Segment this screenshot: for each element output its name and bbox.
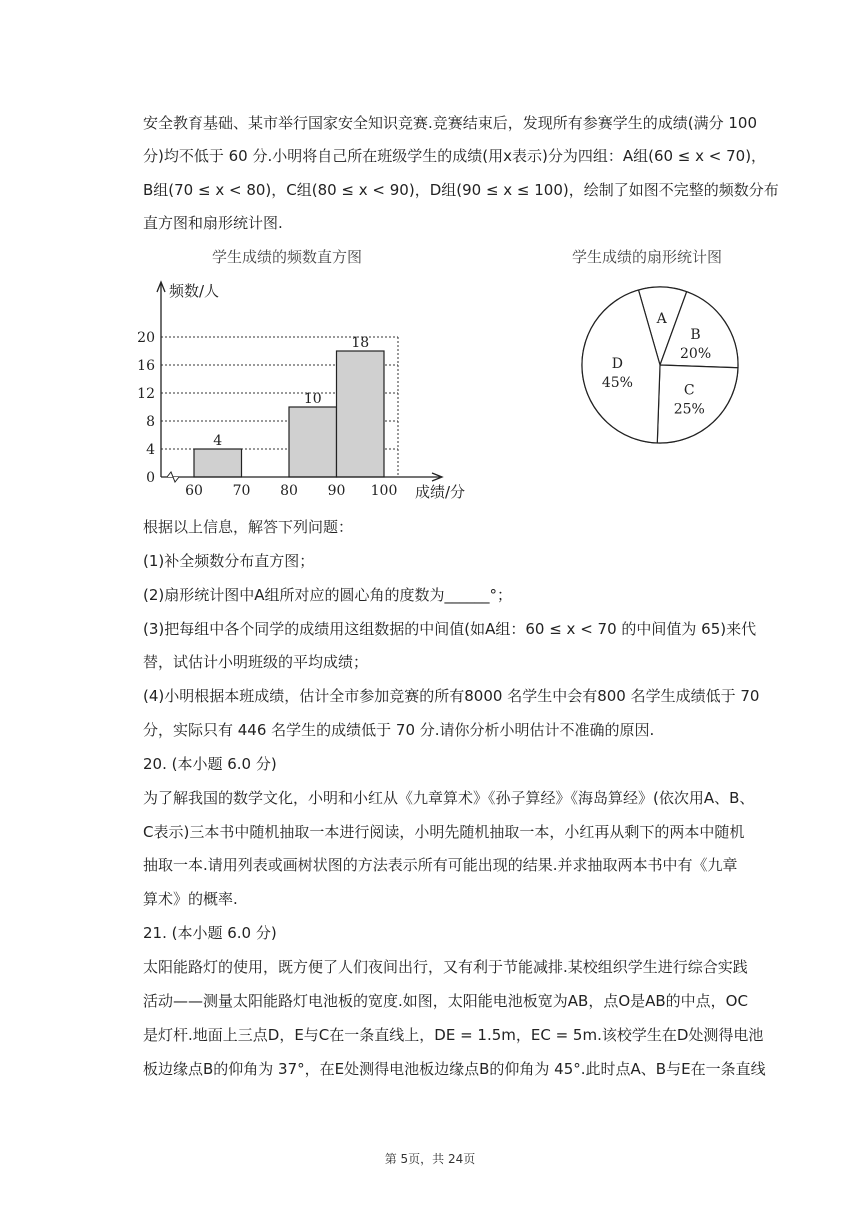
- problem-21-text: 太阳能路灯的使用，既方便了人们夜间出行，又有利于节能减排.某校组织学生进行综合实践: [143, 958, 748, 976]
- x-tick-label: 70: [232, 483, 251, 499]
- problem-20-text: 算术》的概率.: [143, 890, 238, 908]
- intro-line: 直方图和扇形统计图.: [143, 214, 283, 232]
- problem-21-header: 21. (本小题 6.0 分): [143, 924, 277, 942]
- histogram-title: 学生成绩的频数直方图: [212, 248, 363, 266]
- x-axis-label: 成绩/分: [415, 483, 466, 501]
- pie-chart-title: 学生成绩的扇形统计图: [572, 248, 723, 266]
- y-tick-label: 4: [146, 442, 155, 458]
- problem-21-text: 是灯杆.地面上三点D，E与C在一条直线上，DE = 1.5m，EC = 5m.该校学生在D处测得电池: [143, 1026, 764, 1044]
- problem-20-text: 抽取一本.请用列表或画树状图的方法表示所有可能出现的结果.并求抽取两本书中有《九章: [143, 856, 738, 874]
- x-tick-label: 100: [370, 483, 398, 499]
- slice-name-label: D: [611, 356, 624, 373]
- x-tick-label: 80: [280, 483, 298, 499]
- slice-name-label: A: [656, 311, 667, 328]
- slice-percent-label: 20%: [680, 346, 712, 363]
- y-tick-label: 0: [146, 470, 155, 486]
- pie-chart: [575, 280, 745, 450]
- histogram-bar: [194, 449, 242, 477]
- bar-value-label: 18: [351, 335, 370, 351]
- question-intro: 根据以上信息，解答下列问题：: [143, 518, 354, 536]
- question-4: (4)小明根据本班成绩，估计全市参加竞赛的所有8000 名学生中会有800 名学生成绩低于 70: [143, 687, 760, 705]
- question-1: (1)补全频数分布直方图；: [143, 552, 315, 570]
- question-2: (2)扇形统计图中A组所对应的圆心角的度数为______°；: [143, 586, 513, 604]
- y-tick-label: 12: [137, 386, 155, 402]
- slice-percent-label: 25%: [673, 401, 705, 418]
- frequency-histogram: [135, 270, 495, 505]
- y-axis-label: 频数/人: [169, 282, 220, 300]
- page-footer: 第 5页，共 24页: [384, 1152, 476, 1166]
- slice-name-label: C: [683, 382, 695, 399]
- bar-value-label: 4: [213, 433, 223, 449]
- bar-value-label: 10: [303, 391, 322, 407]
- slice-percent-label: 45%: [601, 375, 633, 392]
- problem-20-text: 为了解我国的数学文化，小明和小红从《九章算术》《孙子算经》《海岛算经》(依次用A、B、: [143, 789, 755, 807]
- question-4-cont: 分，实际只有 446 名学生的成绩低于 70 分.请你分析小明估计不准确的原因.: [143, 721, 655, 739]
- histogram-bar: [337, 351, 385, 477]
- histogram-bar: [289, 407, 337, 477]
- slice-name-label: B: [690, 327, 701, 344]
- intro-line: B组(70 ≤ x < 80)，C组(80 ≤ x < 90)，D组(90 ≤ x ≤ 100)，绘制了如图不完整的频数分布: [143, 181, 779, 199]
- axis-break-mark: [167, 472, 179, 482]
- x-tick-label: 60: [185, 483, 203, 499]
- y-tick-label: 8: [146, 414, 155, 430]
- y-tick-label: 16: [137, 358, 155, 374]
- problem-20-header: 20. (本小题 6.0 分): [143, 755, 277, 773]
- question-3-cont: 替，试估计小明班级的平均成绩；: [143, 653, 369, 671]
- problem-21-text: 板边缘点B的仰角为 37°，在E处测得电池板边缘点B的仰角为 45°.此时点A、B与E在一条直线: [143, 1060, 766, 1078]
- y-tick-label: 20: [137, 330, 155, 346]
- intro-line: 分)均不低于 60 分.小明将自己所在班级学生的成绩(用x表示)分为四组：A组(60 ≤ x < 70)，: [143, 147, 767, 165]
- problem-21-text: 活动——测量太阳能路灯电池板的宽度.如图，太阳能电池板宽为AB，点O是AB的中点，OC: [143, 992, 748, 1010]
- problem-20-text: C表示)三本书中随机抽取一本进行阅读，小明先随机抽取一本，小红再从剩下的两本中随机: [143, 823, 745, 841]
- question-3: (3)把每组中各个同学的成绩用这组数据的中间值(如A组：60 ≤ x < 70 的中间值为 65)来代: [143, 620, 757, 638]
- intro-line: 安全教育基础、某市举行国家安全知识竞赛.竞赛结束后，发现所有参赛学生的成绩(满分 100: [143, 114, 758, 132]
- x-tick-label: 90: [327, 483, 346, 499]
